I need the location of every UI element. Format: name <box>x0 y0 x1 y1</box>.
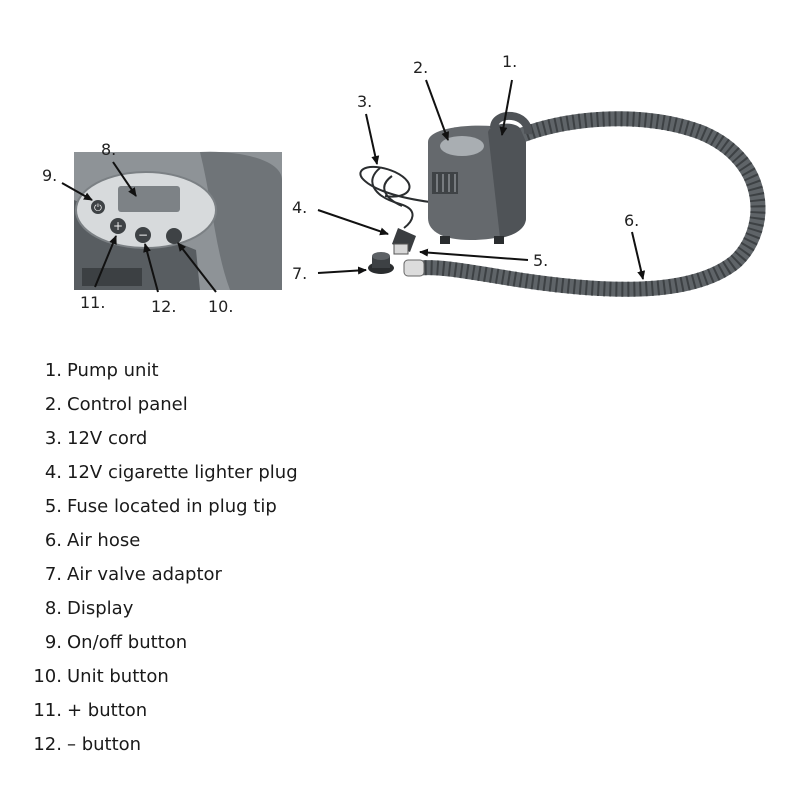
svg-text:+: + <box>112 219 124 233</box>
callout-1: 1. <box>502 52 518 71</box>
legend-number: 1. <box>44 360 62 381</box>
arrow-2 <box>426 80 448 140</box>
arrow-7 <box>318 270 366 273</box>
legend-item <box>32 458 298 492</box>
legend-item <box>32 526 298 560</box>
pump-unit <box>428 116 528 244</box>
legend-item <box>32 730 298 764</box>
legend-label: On/off button <box>67 632 188 653</box>
legend-item <box>32 356 298 390</box>
legend-label: 12V cord <box>67 428 148 449</box>
legend-label: + button <box>67 700 148 721</box>
unit-button[interactable] <box>166 228 182 244</box>
legend-number: 2. <box>44 394 62 415</box>
air-valve-adaptor <box>368 252 424 276</box>
arrow-6 <box>632 232 643 279</box>
legend-number: 8. <box>44 598 62 619</box>
legend-number: 6. <box>44 530 62 551</box>
pump-diagram <box>0 0 800 340</box>
legend-number: 7. <box>44 564 62 585</box>
legend-label: 12V cigarette lighter plug <box>67 462 298 483</box>
cord <box>360 167 430 228</box>
svg-text:−: − <box>137 228 149 242</box>
arrow-3 <box>366 114 377 164</box>
legend-number: 3. <box>44 428 62 449</box>
legend-label: Fuse located in plug tip <box>67 496 277 517</box>
callout-8: 8. <box>101 140 117 159</box>
legend-number: 9. <box>44 632 62 653</box>
callout-2: 2. <box>413 58 429 77</box>
legend-item <box>32 662 298 696</box>
legend-label: Unit button <box>67 666 169 687</box>
legend-label: Pump unit <box>67 360 159 381</box>
legend-label: – button <box>67 734 142 755</box>
arrow-5 <box>420 252 528 260</box>
cigarette-lighter-plug <box>392 228 416 254</box>
callout-6: 6. <box>624 211 640 230</box>
callout-5: 5. <box>533 251 549 270</box>
legend-item <box>32 594 298 628</box>
callout-9: 9. <box>42 166 58 185</box>
legend-number: 11. <box>33 700 62 721</box>
legend-item <box>32 492 298 526</box>
callout-10: 10. <box>208 297 234 316</box>
legend-item <box>32 424 298 458</box>
legend-number: 4. <box>44 462 62 483</box>
svg-text:⏻: ⏻ <box>94 203 102 214</box>
callout-11: 11. <box>80 293 106 312</box>
parts-legend <box>32 356 298 764</box>
legend-label: Air valve adaptor <box>67 564 222 585</box>
legend-item <box>32 628 298 662</box>
legend-item <box>32 390 298 424</box>
callout-3: 3. <box>357 92 373 111</box>
legend-label: Display <box>67 598 134 619</box>
callout-4: 4. <box>292 198 308 217</box>
legend-item <box>32 696 298 730</box>
display-screen <box>118 186 180 212</box>
legend-item <box>32 560 298 594</box>
legend-label: Control panel <box>67 394 188 415</box>
callout-12: 12. <box>151 297 177 316</box>
legend-label: Air hose <box>67 530 141 551</box>
legend-number: 10. <box>33 666 62 687</box>
control-panel-inset <box>74 152 282 290</box>
callout-7: 7. <box>292 264 308 283</box>
legend-number: 12. <box>33 734 62 755</box>
legend-number: 5. <box>44 496 62 517</box>
arrow-4 <box>318 210 388 234</box>
